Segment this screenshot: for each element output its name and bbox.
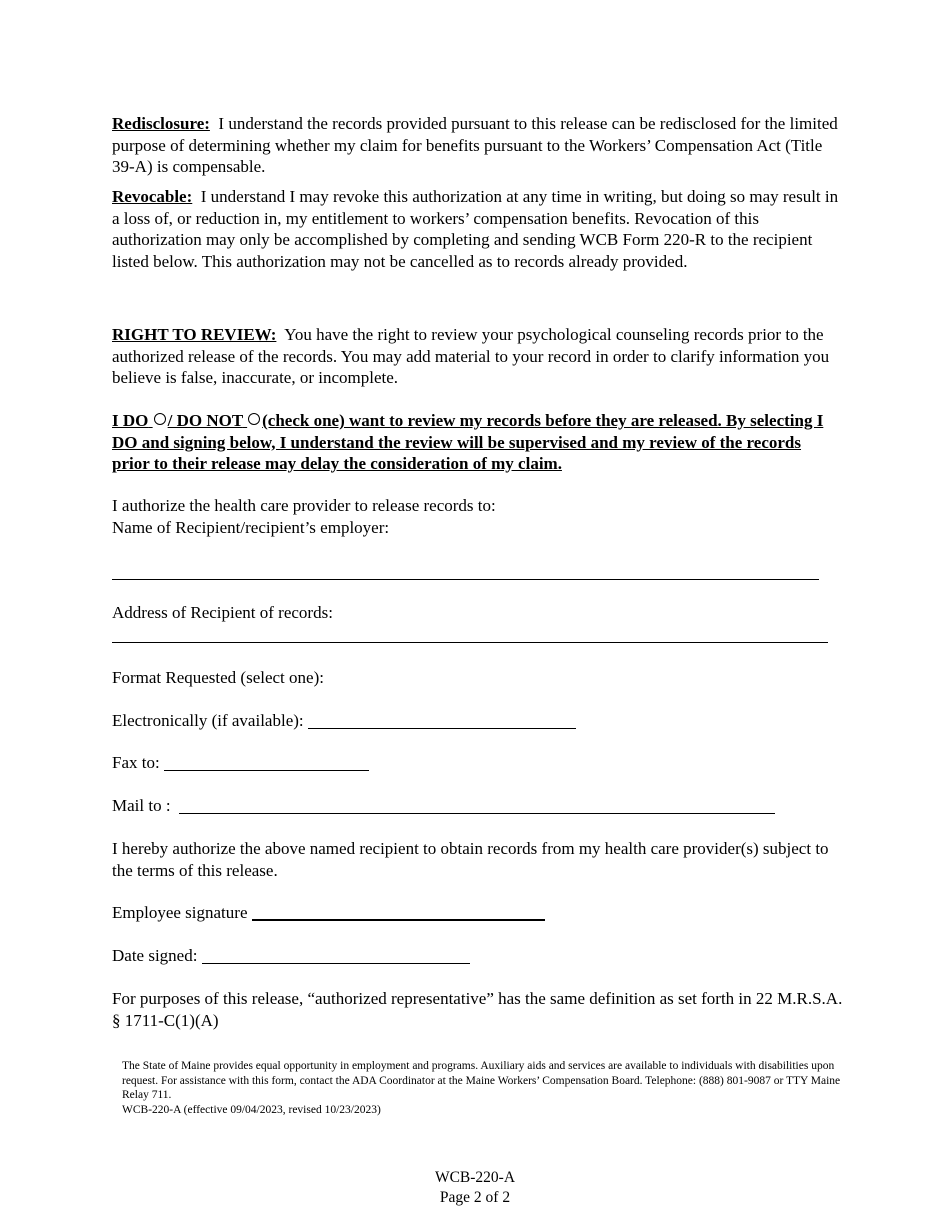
- fax-field[interactable]: [164, 756, 369, 771]
- revocable-heading: Revocable:: [112, 187, 193, 206]
- recipient-address-line[interactable]: [112, 642, 828, 643]
- authorize-line: I authorize the health care provider to release records to:: [112, 496, 496, 515]
- recipient-address-label: Address of Recipient of records:: [112, 603, 333, 622]
- right-to-review-paragraph: [112, 324, 842, 389]
- footer-notice: The State of Maine provides equal opportunity in employment and programs. Auxiliary aids and services are available to individuals with disabilities upon request. For assistance with this form, contact the ADA Coordinator at the Maine Workers’ Compensation Board. Telephone: (888) 801-9087 or TTY Maine Relay 711.: [122, 1060, 841, 1101]
- recipient-name-line[interactable]: [112, 579, 819, 580]
- date-signed-row: [112, 945, 842, 967]
- mail-row: [112, 795, 842, 817]
- mail-field[interactable]: [179, 799, 775, 814]
- do-radio[interactable]: [154, 413, 166, 425]
- employee-signature-field[interactable]: [252, 905, 545, 921]
- electronic-label: Electronically (if available):: [112, 711, 304, 730]
- footer-form-info: WCB-220-A (effective 09/04/2023, revised 10/23/2023): [122, 1103, 381, 1116]
- footer-notice-block: [122, 1059, 842, 1117]
- authorization-text: I hereby authorize the above named recipient to obtain records from my health care provider(s) subject to the terms of this release.: [112, 839, 829, 880]
- review-choice-paragraph: [112, 410, 827, 475]
- redisclosure-paragraph: [112, 113, 842, 178]
- redisclosure-text: I understand the records provided pursuant to this release can be redisclosed for the limited purpose of determining whether my claim for benefits pursuant to the Workers’ Compensation Act (Title 39-A) is compensable.: [112, 114, 838, 176]
- mail-label: Mail to :: [112, 796, 171, 815]
- right-to-review-heading: RIGHT TO REVIEW:: [112, 325, 277, 344]
- do-not-label: / DO NOT: [167, 411, 243, 430]
- page-number: Page 2 of 2: [439, 1189, 511, 1206]
- date-signed-field[interactable]: [202, 949, 470, 964]
- revocable-text: I understand I may revoke this authorization at any time in writing, but doing so may result in a loss of, or reduction in, my entitlement to workers’ compensation benefits. Revocation of this authorization may only be accomplished by completing and sending WCB Form 220-R to the recipient listed below. This authorization may not be cancelled as to records already provided.: [112, 187, 839, 271]
- recipient-name-label: Name of Recipient/recipient’s employer:: [112, 518, 390, 537]
- fax-label: Fax to:: [112, 753, 160, 772]
- format-label: Format Requested (select one):: [112, 668, 324, 687]
- right-to-review-text: You have the right to review your psychological counseling records prior to the authorized release of the records. You may add material to your record in order to clarify information you believe is false, inaccurate, or incomplete.: [112, 325, 830, 387]
- employee-signature-row: [112, 902, 842, 924]
- definition-text: For purposes of this release, “authorized representative” has the same definition as set forth in 22 M.R.S.A. § 1711-C(1)(A): [112, 989, 843, 1030]
- do-not-radio[interactable]: [248, 413, 260, 425]
- do-label: I DO: [112, 411, 149, 430]
- review-choice-text: (check one) want to review my records before they are released. By selecting I DO and signing below, I understand the review will be supervised and my review of the records prior to their release may delay the consideration of my claim.: [112, 411, 824, 473]
- electronic-field[interactable]: [308, 714, 576, 729]
- date-signed-label: Date signed:: [112, 946, 198, 965]
- employee-signature-label: Employee signature: [112, 903, 248, 922]
- fax-row: [112, 752, 842, 774]
- revocable-paragraph: [112, 186, 842, 272]
- electronic-row: [112, 710, 842, 732]
- redisclosure-heading: Redisclosure:: [112, 114, 210, 133]
- page-form-id: WCB-220-A: [434, 1169, 516, 1186]
